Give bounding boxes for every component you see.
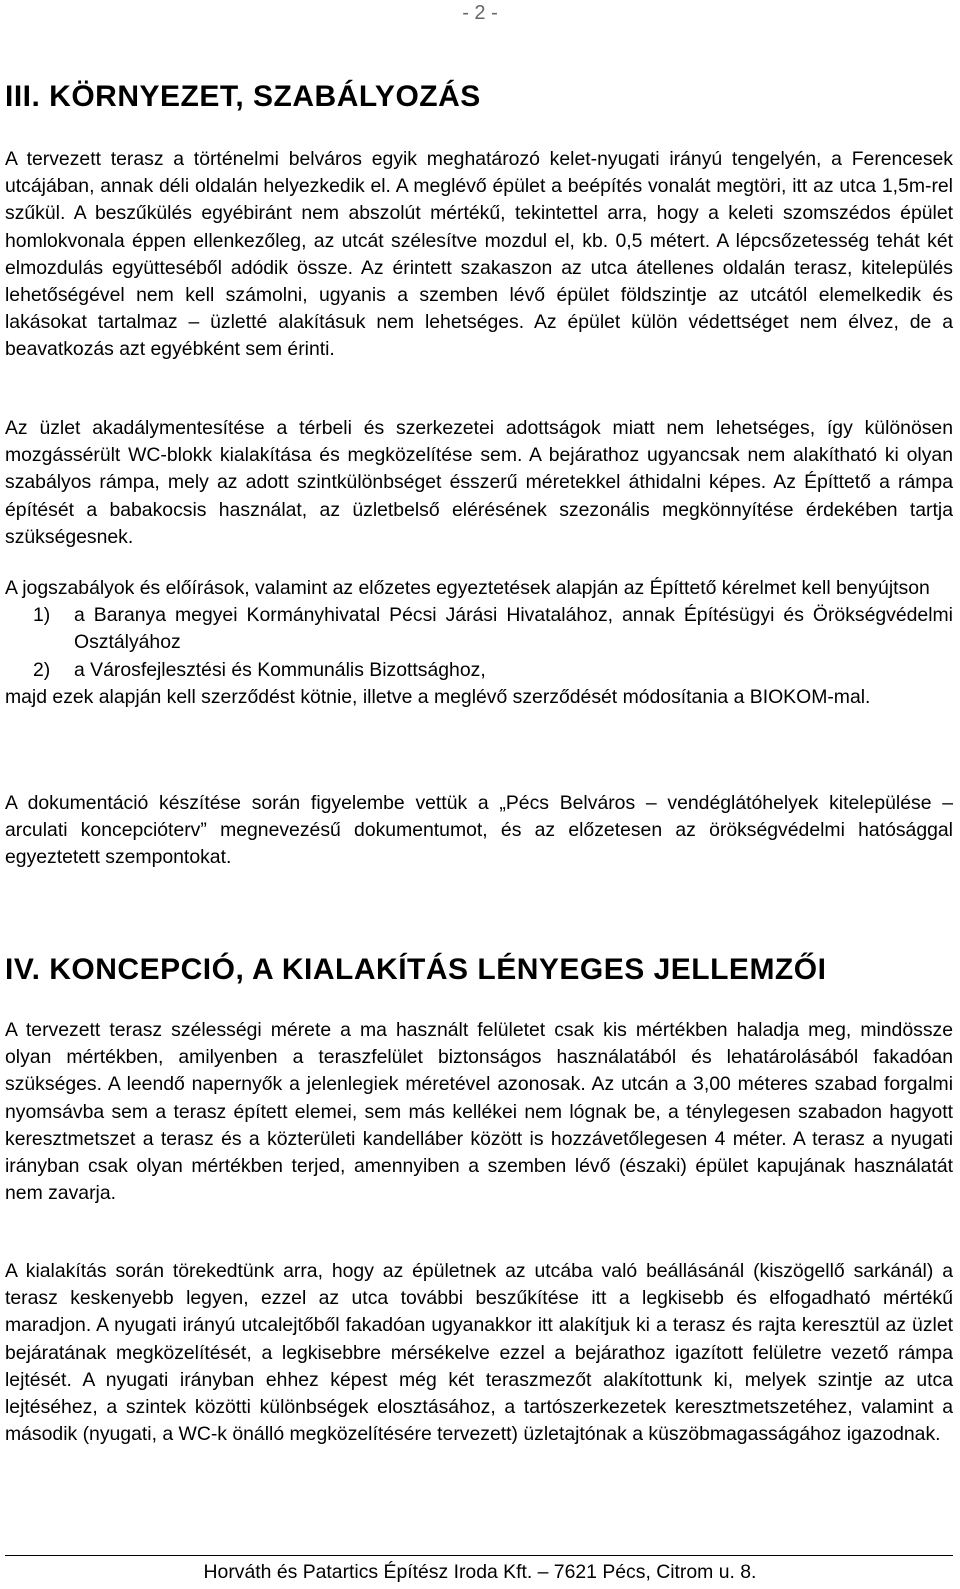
list-item-text: a Városfejlesztési és Kommunális Bizottsághoz, [74,658,486,681]
section-3-paragraph-3 [5,575,953,711]
section-4-title: IV. KONCEPCIÓ, A KIALAKÍTÁS LÉNYEGES JELLEMZŐI [5,953,827,986]
section-4-paragraph-1: A tervezett terasz szélességi mérete a ma használt felületet csak kis mértékben haladja meg, mindössze olyan mértékben, amilyenben a teraszfelület biztonságos használatából és lehatárolásából fakadóan szükséges. A leendő napernyők a jelenlegiek méretével azonosak. Az utcán a 3,00 méteres szabad forgalmi nyomsávba sem a terasz épített elemei, sem más kellékei nem lógnak be, a ténylegesen szabadon hagyott keresztmetszet a terasz és a közterületi kandelláber között is hozzávetőlegesen 4 méter. A terasz a nyugati irányban csak olyan mértékben terjed, amennyiben a szemben lévő (északi) épület kapujának használatát nem zavarja. [5,1019,953,1205]
footer-divider [5,1555,953,1556]
list-item-text: a Baranya megyei Kormányhivatal Pécsi Járási Hivatalához, annak Építésügyi és Örökségvédelmi Osztályához [74,604,953,654]
paragraph-3-intro: A jogszabályok és előírások, valamint az előzetes egyeztetések alapján az Építtető kérelmet kell benyújtson [5,577,930,599]
section-3-paragraph-1: A tervezett terasz a történelmi belváros egyik meghatározó kelet-nyugati irányú tengelyén, a Ferencesek utcájában, annak déli oldalán helyezkedik el. A meglévő épület a beépítés vonalát megtöri, itt az utca 1,5m-rel szűkül. A beszűkülés egyébiránt nem abszolút mértékű, tekintettel arra, hogy a keleti szomszédos épület homlokvonala éppen ellenkezőleg, az utcát szélesítve mozdul el, kb. 0,5 métert. A lépcsőzetesség tehát két elmozdulás együtteséből adódik össze. Az érintett szakaszon az utca átellenes oldalán terasz, kitelepülés lehetőségével nem kell számolni, ugyanis a szemben lévő épület földszintje az utcától elemelkedik és lakásokat tartalmaz – üzletté alakításuk nem lehetséges. Az épület külön védettséget nem élvez, de a beavatkozás azt egyébként sem érinti. [5,148,953,361]
list-item-number: 1) [33,604,51,627]
section-3-title: III. KÖRNYEZET, SZABÁLYOZÁS [5,80,481,113]
section-3-paragraph-4: A dokumentáció készítése során figyelembe vettük a „Pécs Belváros – vendéglátóhelyek kitelepülése – arculati koncepcióterv” megnevezésű dokumentumot, és az előzetesen az örökségvédelmi hatósággal egyeztetett szempontokat. [5,792,953,869]
section-3-paragraph-2: Az üzlet akadálymentesítése a térbeli és szerkezetei adottságok miatt nem lehetséges, így különösen mozgássérült WC-blokk kialakítása és megközelítése sem. A bejárathoz ugyancsak nem alakítható ki olyan szabályos rámpa, mely az adott szintkülönbséget ésszerű méretekkel áthidalni képes. Az Építtető a rámpa építését a babakocsis használat, az üzletbelső elérésének szezonális megkönnyítése érdekében tartja szükségesnek. [5,417,953,548]
section-4-paragraph-2: A kialakítás során törekedtünk arra, hogy az épületnek az utcába való beállásánál (kiszögellő sarkánál) a terasz keskenyebb legyen, ezzel az utca további beszűkítése itt a legkisebb és elfogadható mértékű maradjon. A nyugati irányú utcalejtőből fakadóan ugyanakkor itt alakítjuk ki a terasz és rajta keresztül az üzlet bejáratának megközelítését, a legkisebbre mérsékelve ezzel a bejárathoz igazított felületre vezető rámpa lejtését. A nyugati irányban ehhez képest még két teraszmezőt alakítottunk ki, melyek szintje az utca lejtéséhez, a szintek közötti különbségek elosztásához, a tartószerkezetek keresztmetszetéhez, valamint a második (nyugati, a WC-k önálló megközelítésére tervezett) üzletajtónak a küszöbmagasságához igazodnak. [5,1260,953,1446]
list-item-number: 2) [33,658,51,681]
paragraph-3-outro: majd ezek alapján kell szerződést kötnie, illetve a meglévő szerződését módosítania a BIOKOM-mal. [5,685,871,708]
list-item [5,602,953,656]
footer-text: Horváth és Patartics Építész Iroda Kft. – 7621 Pécs, Citrom u. 8. [203,1561,757,1583]
page-number: - 2 - [462,2,498,24]
list-item [5,657,953,684]
